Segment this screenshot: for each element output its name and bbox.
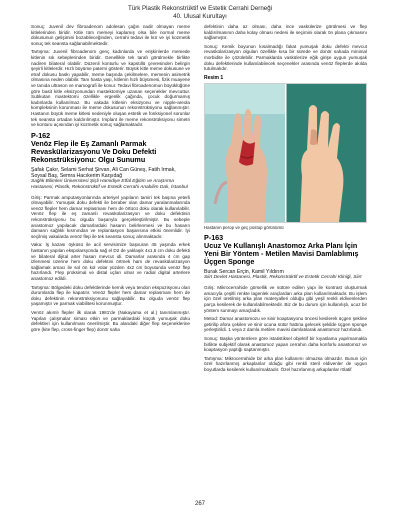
abstract-title-p163: Ucuz Ve Kullanışlı Anastomoz Arka Planı İçin Yeni Bir Yöntem - Metilen Mavisi Damlablımış Üçgen Sponge — [204, 241, 359, 267]
photo-divider — [285, 84, 287, 222]
clinical-photo-figure — [204, 83, 367, 223]
p163-discussion: Tartışma: Mikrocerrahide bir arka plan kullanımı olmazsa olmazdır. Bunun için özel hazırlanmış arkaplanlar olduğu gibi renkli steril eldivenler de uygun boyutlarda kesilerek kullanılmaktadır. Özel hazırlanmış arkaplanlar rölatif — [204, 355, 367, 372]
abstract-code-p162: P-162 — [31, 130, 51, 140]
healed-flap — [310, 129, 317, 145]
drape-area — [205, 84, 285, 114]
p163-conclusion: Sonuç: Başka yöntemlere göre istatistiksel objektif bir kıyaslama yapılmamakla birlikte subjektif olarak anastomoz yapan cerrahın daha konforlu anastomoz ve koaptasyon yaptığı saptanmıştır. — [204, 335, 367, 353]
p162-introduction: Giriş: Parmak amputasyonlarında arteriyel yapıların tamiri tek başına yeterli olmayabilir. Yumuşak doku defekti ile beraber olan damar yaralanmalarında venöz flepler hem damar replasmanı hem de örtücü doku olarak kullanılabilir. Venöz flep ile eş zamanlı revaskülarizasyon ve doku defektinin rekonstrüksiyonu bu olguda başarıyla gerçekleştirilmiştir. Bu sebeple anastomoz yapılacak damarlardaki hasarın belirlenmesi ve bu hasarın damarın sağlıklı kısmından ve replantasyon başarısına etkisi önemlidir. İyi seçilmiş vakalarda venöz flep ile tek seansta sonuç alınmaktadır. — [31, 194, 190, 239]
page-header — [0, 5, 400, 21]
right-paragraph-conclusion: Sonuç: Kemik boyunun kısalmadığı fakat yumuşak doku defekti mevcut revaskülarizasyon olguları özellikle kısa bir sürede ve donör sahada minimal morbidite ile çözülebilir. Parmaklarda vaskülerize eğik girişe uygun yumuşak doku defektlerinde kullanılabilecek seçenekler arasında venöz fleplerde akılda tutulmalıdır. — [204, 43, 367, 72]
abstract-institution-p163: Siirt Devlet Hastanesi, Plastik, Rekonstrüktif ve Estetik Cerrahi Kliniği, Siirt — [204, 275, 362, 281]
abstract-code-p163: P-163 — [204, 233, 224, 243]
right-column — [204, 24, 367, 375]
left-column — [31, 24, 190, 335]
abstract-authors-p162: Şafak Çakır, Selami Serhat Şirvan, Ali Can Güneş, Fatih Irmak, Soysal Baş, Semra Hacıkerim Karşıdağ — [31, 166, 176, 179]
clinical-photo-image — [205, 84, 366, 222]
abstract-title-p162: Venöz Flep ile Eş Zamanlı Parmak Revaskülarizasyonu Ve Doku Defekti Rekonstrüksiyonu: Olgu Sunumu — [31, 138, 157, 164]
figure-caption: Hastanın perop ve geç postop görünümü — [204, 224, 284, 230]
header-society: Türk Plastik Rekonstrüktif ve Estetik Cerrahi Derneği — [127, 5, 273, 12]
right-paragraph-cont: defektinin daha az olması, daha ince vaskülerize görülmesi ve flep kaldırılmasının daha kolay olması nedeni ile seçimini olarak ön plana çıkmasını sağlamıştır. — [204, 24, 367, 41]
p163-method: Metod: Damar anastomozu ve sinir koaptasyonu öncesi kesilerek üçgen şekline getirilip afora çekilen ve sinir ucuna sütür hattına gelecek şekilde üçgen sponge yerleştirildi. 1 veya 2 damla metilen mavisi damlatılarak anastomoz hazırlandı. — [204, 316, 367, 333]
page-number: 267 — [194, 501, 205, 507]
header-congress: 40. Ulusal Kurultayı — [173, 13, 227, 20]
left-paragraph-conclusion: Sonuç: Juvenil dev fibroadenom adolesan çağın nadir olmayan meme kitlelerinden biridir. Kitle tüm memeyi kaplamış olsa bile normal meme dokusunun gelişimini bozabileceğinden, cerrahi tedavi ile kür ve iyi kozmetik sonuç tek seansta sağlanabilmektedir. — [31, 24, 190, 46]
p162-discussion-cont: Venöz akımlı flepler ilk olarak 1981'de (Nakayama et al.) tanımlanmıştır. Yapılan çalışmalar siması etkin ve parmaklardaki küçük yumuşak doku defektleri için kullanılması önerilmiştir. Bu alandaki diğer flep seçeneklerine göre (kite flep, cross-finger flep) donör saha — [31, 309, 190, 332]
p163-introduction: Giriş: Mikrocerrahide görsellik ve sütüre edilen yapı ile kontrast oluşturmak amacıyla çeşitli renkte lagenlek araçlardan arka plan kullanılmaktadır. Bu işlem için özel üretilmiş arka plan materyalleri olduğu gibi yeşil renkli eldivenlerden parça kesilerek de kullanılabilmektedir. Biz de bu durum için kullanılışlı, ucuz bir yöntem sunmayı amaçladık. — [204, 285, 367, 313]
abstract-authors-p163: Burak Sercan Erçin, Kamil Yıldırım — [204, 269, 284, 276]
left-paragraph-discussion: Tartışma: Juvenil fibroadenom genç kadınlarda ve erişkinlerde memede kitlenin sık sebeplerinden biridir. Genellikle tek tarafı görülmekle birlikte nadiren bilateral olabilir. Düzenli konturlu ve kapsüllü çevresinden belirgin şeyirli kitlelerdir. Hızlı büyüme paterni gösterir. Büyük kitle meme dokusune ve etraf dokusu baskı yapabilir, meme başında çekilmelere, memenin asimetrik olmasına neden olabilir. Tanı hasta yaşı, kitlenin hızlı büyümesi, fizik muayene ve tanıda ultrason ve mamografi ile konur. Tedavi fibroadenomun büyüklüğüne göre basit kitle eksizyonundan mastektomiye uzanan seçenekler mevcuttur. Subkutan mastektomi özellikle ergenlik çağında, çocuk doğurmamış kadınlarda kullanılmaz. Bu vakada kitlenin eksizyonu ve nipple-areola kompleksinin korunması ile meme dokusunun rekonstrüksiyonu sağlanmıştır. Hastanın büyük meme kitlesi nedeniyle oluşan estetik ve fonksiyonel sorunlar tek seansta ortadan kaldırılmıştır. İmplant ile meme rekonstrüksiyonu simetri ve konturu açısından iyi kozmetik sonuç sağlamaktadır. — [31, 49, 191, 128]
figure-label: Resim 1 — [204, 74, 224, 81]
p162-case: Vaka: İş kazası öyküsü ile acil servisimize başvuran 45 yaşında erkek hastanın yapılan ekspolarsyonda sağ el D2 de yaklaşık 4x1,5 cm doku defekti ve bilateral dijital arter hasarı mevcut idi. Damarlar arasında 4 cm gap izlenmesi üzerine hem doku defektini örtmek ham de revaskülarizasyon sağlamak amacı ile sol ön kol volar yüzden 4x2 cm boyutunda venöz flep hazırlandı. Flep proksimal ve distal uçları ulnar ve radial digital arterlere anastomoz edildi. — [31, 242, 190, 281]
abstract-institution-p162: Sağlık Bilimleri Üniversitesi Şişli Hamidiye Etfal Eğitim ve Araştırma Hastanesi, Plastik, Rekonstrüktif ve Estetik Cerrahi Anabilim Dalı, İstanbul — [31, 179, 188, 190]
p162-discussion: Tartışma: Bölgedeki doku defektlerinde kemik veya tendon ekspozisyonu olan durumlarda flep ile kapatılır. Venöz flepler hem damar replasmanı hem de doku defektinin rekonstrüksiyonunu sağlayabilir. Bu olguda venöz flep yaşamıştır ve parmak viabilitesi korunmuştur. — [31, 284, 190, 307]
